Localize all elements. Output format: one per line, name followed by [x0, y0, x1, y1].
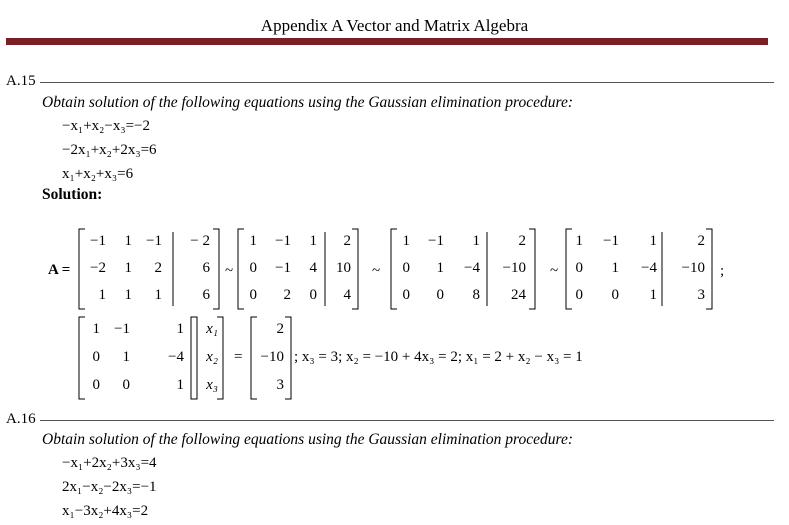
matrix-cell: −1 — [603, 232, 619, 249]
matrix-cell: −1 — [90, 232, 106, 249]
matrix-cell: −1 — [146, 232, 162, 249]
matrix-cell: 3 — [276, 377, 284, 393]
row-equivalence-tilde-2: ~ — [372, 263, 381, 279]
equation-2: −2x₁+x₂+2x₃=6 — [62, 142, 157, 158]
matrix-cell: 6 — [202, 260, 210, 276]
matrix-cell: x₂ — [206, 349, 218, 365]
section-number: A.15 — [6, 72, 36, 89]
matrix-cell: 1 — [176, 377, 184, 393]
matrix-cell: 1 — [436, 260, 444, 276]
matrix-cell: 0 — [249, 287, 257, 304]
matrix-cell: 0 — [611, 287, 619, 304]
equals-sign: = — [234, 349, 243, 365]
matrix-a-label: A = — [48, 262, 71, 278]
back-substitution: ; x₃ = 3; x₂ = −10 + 4x₃ = 2; x₁ = 2 + x₂ − x₃ = 1 — [294, 349, 583, 365]
matrix-cell: −2 — [90, 260, 106, 276]
solution-label: Solution: — [42, 186, 103, 203]
matrix-cell: 1 — [611, 260, 619, 276]
augmented-matrix-1 — [78, 228, 220, 310]
matrix-cell: 1 — [649, 287, 657, 304]
matrix-cell: 2 — [154, 260, 162, 276]
matrix-cell: 1 — [472, 232, 480, 249]
matrix-cell: 1 — [124, 232, 132, 249]
matrix-cell: 2 — [343, 232, 351, 249]
matrix-cell: 1 — [575, 232, 583, 249]
equation-1: −x₁+x₂−x₃=−2 — [62, 118, 150, 134]
equation-1: −x₁+2x₂+3x₃=4 — [62, 455, 157, 471]
equation-2: 2x₁−x₂−2x₃=−1 — [62, 479, 157, 495]
matrix-cell: −10 — [260, 349, 284, 365]
matrix-cell: −4 — [464, 260, 480, 276]
matrix-cell: 2 — [697, 232, 705, 249]
matrix-cell: −4 — [641, 260, 657, 276]
matrix-cell: 1 — [154, 287, 162, 304]
section-a15-heading — [6, 72, 774, 90]
matrix-cell: 6 — [202, 287, 210, 304]
matrix-cell: 4 — [343, 287, 351, 304]
matrix-cell: 0 — [249, 260, 257, 276]
upper-triangular-matrix — [78, 316, 198, 400]
matrix-cell: 1 — [92, 321, 100, 337]
matrix-cell: 24 — [511, 287, 526, 304]
augmented-matrix-2 — [237, 228, 359, 310]
unknown-vector — [190, 316, 224, 400]
section-number: A.16 — [6, 410, 36, 427]
section-divider — [40, 82, 774, 83]
matrix-cell: 1 — [402, 232, 410, 249]
matrix-cell: 1 — [649, 232, 657, 249]
matrix-cell: 3 — [697, 287, 705, 304]
matrix-cell: 10 — [336, 260, 351, 276]
page-header-title: Appendix A Vector and Matrix Algebra — [260, 16, 529, 35]
matrix-cell: 1 — [122, 349, 130, 365]
augmented-matrix-3 — [390, 228, 536, 310]
matrix-cell: 1 — [98, 287, 106, 304]
matrix-cell: 0 — [92, 349, 100, 365]
matrix-cell: 0 — [402, 287, 410, 304]
matrix-cell: 0 — [92, 377, 100, 393]
matrix-cell: 1 — [124, 260, 132, 276]
semicolon: ; — [720, 263, 725, 279]
augmented-matrix-4 — [565, 228, 713, 310]
matrix-cell: −1 — [114, 321, 130, 337]
problem-statement: Obtain solution of the following equations using the Gaussian elimination procedure: — [42, 94, 573, 111]
matrix-cell: 0 — [309, 287, 317, 304]
problem-statement: Obtain solution of the following equations using the Gaussian elimination procedure: — [42, 431, 573, 448]
matrix-cell: 0 — [122, 377, 130, 393]
matrix-cell: 0 — [436, 287, 444, 304]
matrix-cell: 1 — [249, 232, 257, 249]
matrix-cell: 2 — [283, 287, 291, 304]
matrix-cell: 2 — [276, 321, 284, 337]
matrix-cell: 1 — [309, 232, 317, 249]
row-equivalence-tilde-1: ~ — [225, 263, 234, 279]
matrix-cell: 0 — [575, 260, 583, 276]
matrix-cell: −1 — [275, 232, 291, 249]
matrix-cell: x₁ — [206, 321, 218, 337]
matrix-cell: −1 — [275, 260, 291, 276]
matrix-cell: −10 — [681, 260, 705, 276]
matrix-cell: −10 — [502, 260, 526, 276]
matrix-cell: − 2 — [190, 232, 210, 249]
section-a16-heading — [6, 410, 774, 428]
row-equivalence-tilde-3: ~ — [550, 263, 559, 279]
matrix-cell: 0 — [575, 287, 583, 304]
rhs-vector — [250, 316, 292, 400]
section-divider — [40, 420, 774, 421]
matrix-cell: −1 — [428, 232, 444, 249]
matrix-cell: 2 — [518, 232, 526, 249]
matrix-cell: 4 — [309, 260, 317, 276]
equation-3: x₁+x₂+x₃=6 — [62, 166, 134, 182]
matrix-cell: −4 — [168, 349, 184, 365]
matrix-cell: 1 — [176, 321, 184, 337]
matrix-cell: 8 — [472, 287, 480, 304]
matrix-cell: 1 — [124, 287, 132, 304]
matrix-cell: 0 — [402, 260, 410, 276]
header-rule — [6, 38, 768, 45]
equation-3: x₁−3x₂+4x₃=2 — [62, 503, 149, 519]
matrix-cell: x₃ — [206, 377, 218, 393]
